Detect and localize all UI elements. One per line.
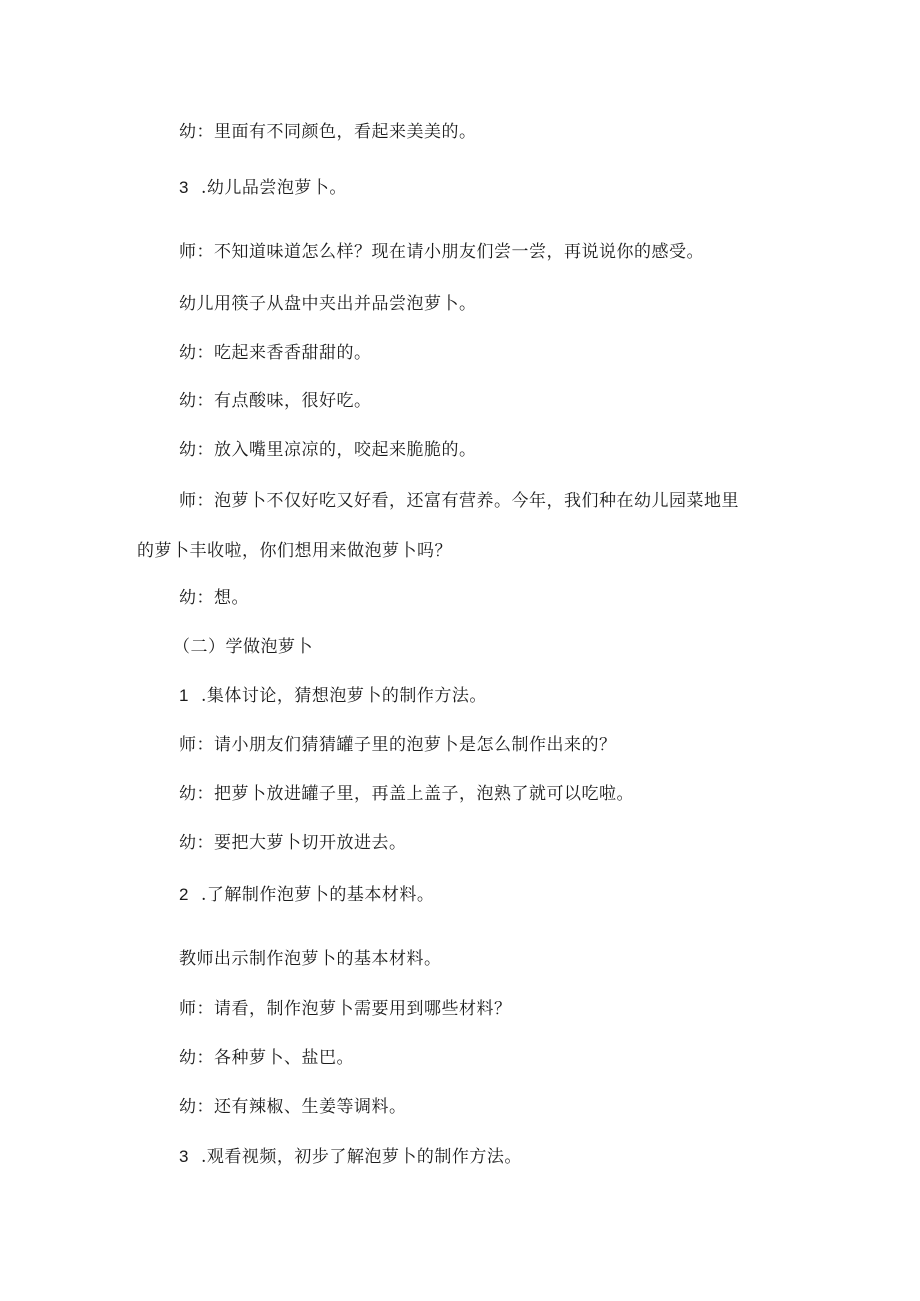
paragraph-dialogue: 师：泡萝卜不仅好吃又好看，还富有营养。今年，我们种在幼儿园菜地里 [179, 491, 739, 511]
paragraph-narration: 教师出示制作泡萝卜的基本材料。 [179, 949, 442, 969]
paragraph-dialogue: 幼：有点酸味，很好吃。 [179, 391, 372, 411]
numbered-step [179, 1145, 522, 1169]
paragraph-dialogue: 幼：各种萝卜、盐巴。 [179, 1048, 354, 1068]
step-number: 1 [179, 686, 189, 705]
paragraph-dialogue: 师：不知道味道怎么样？现在请小朋友们尝一尝，再说说你的感受。 [179, 242, 704, 262]
step-text: .观看视频，初步了解泡萝卜的制作方法。 [201, 1147, 522, 1167]
numbered-step [179, 684, 487, 708]
step-text: .了解制作泡萝卜的基本材料。 [201, 885, 435, 905]
paragraph-dialogue: 幼：里面有不同颜色，看起来美美的。 [179, 122, 477, 142]
paragraph-dialogue: 师：请看，制作泡萝卜需要用到哪些材料？ [179, 999, 512, 1019]
section-heading: （二）学做泡萝卜 [173, 637, 313, 657]
step-text: .集体讨论，猜想泡萝卜的制作方法。 [201, 686, 487, 706]
step-number: 3 [179, 1147, 189, 1166]
paragraph-dialogue: 幼：把萝卜放进罐子里，再盖上盖子，泡熟了就可以吃啦。 [179, 784, 634, 804]
paragraph-dialogue: 幼：吃起来香香甜甜的。 [179, 343, 372, 363]
step-number: 3 [179, 178, 189, 197]
paragraph-dialogue: 幼：想。 [179, 588, 249, 608]
paragraph-dialogue: 幼：要把大萝卜切开放进去。 [179, 833, 407, 853]
paragraph-continuation: 的萝卜丰收啦，你们想用来做泡萝卜吗？ [137, 541, 452, 561]
numbered-step [179, 176, 347, 200]
step-number: 2 [179, 885, 189, 904]
numbered-step [179, 883, 434, 907]
paragraph-dialogue: 幼：还有辣椒、生姜等调料。 [179, 1097, 407, 1117]
paragraph-dialogue: 师：请小朋友们猜猜罐子里的泡萝卜是怎么制作出来的？ [179, 735, 617, 755]
paragraph-narration: 幼儿用筷子从盘中夹出并品尝泡萝卜。 [179, 294, 477, 314]
paragraph-dialogue: 幼：放入嘴里凉凉的，咬起来脆脆的。 [179, 440, 477, 460]
step-text: .幼儿品尝泡萝卜。 [201, 178, 347, 198]
